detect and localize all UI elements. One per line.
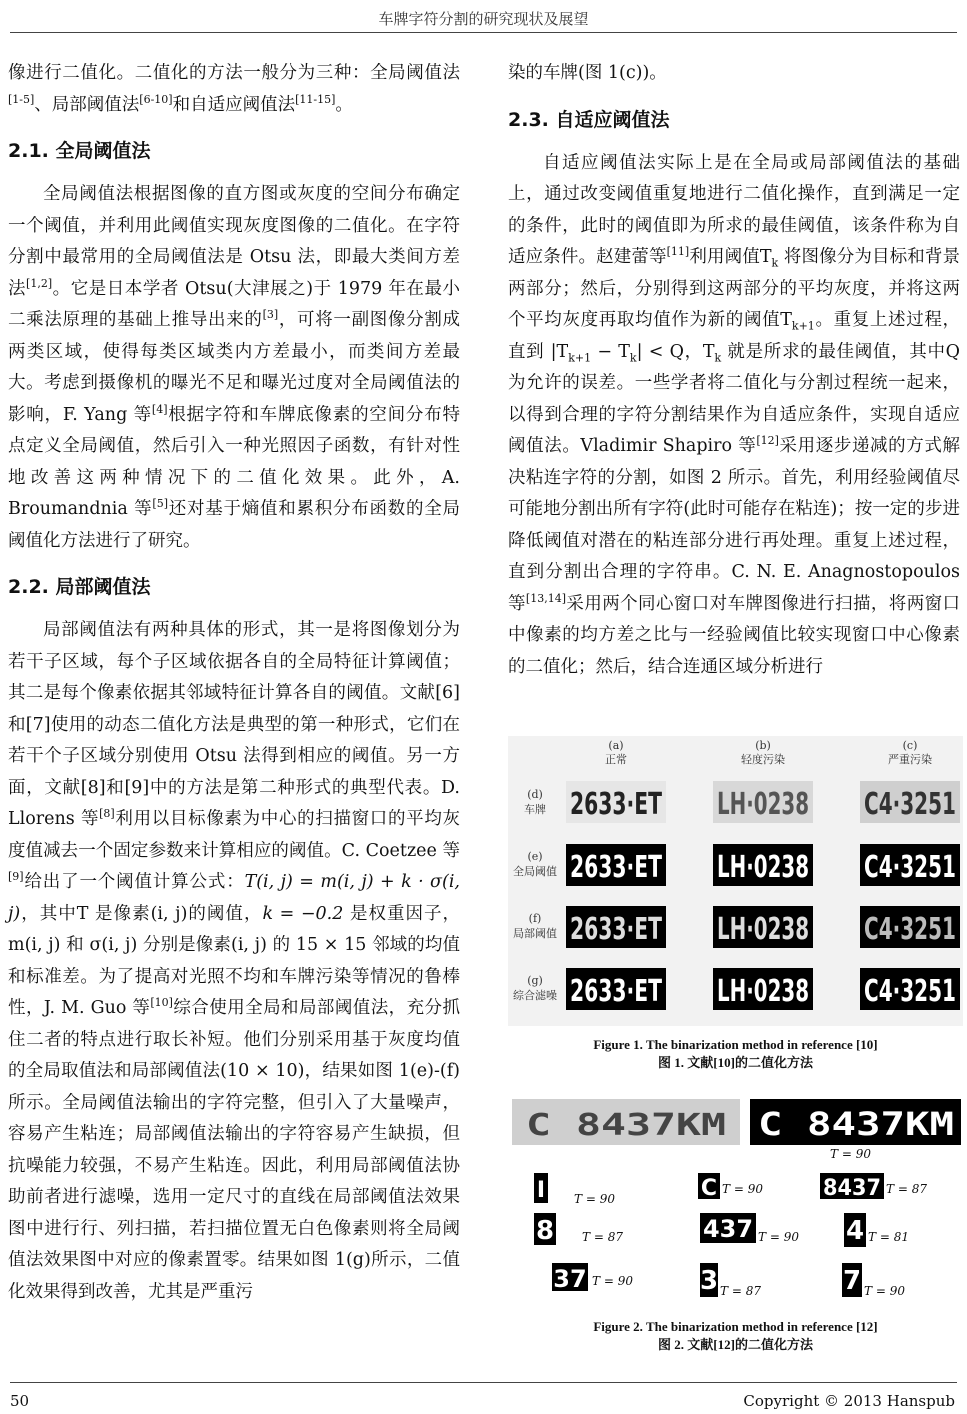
fig2-glyph-i: 7 [842, 1266, 862, 1296]
fig2-glyph-a: I [536, 1178, 546, 1203]
paragraph: 全局阈值法根据图像的直方图或灰度的空间分布确定一个阈值，并利用此阈值实现灰度图像的二值化。在字符分割中最常用的全局阈值法是 Otsu 法，即最大类间方差法[1,2]。它是日本学者 Otsu(大津展之)于 1979 年在最小二乘法原理的基础上推导出来的[3]，可将一副图像分割成两类区域，使得每类区域类内方差最小，而类间方差最大。考虑到摄像机的曝光不足和曝光过度对全局阈值法的影响，F. Yang 等[4]根据字符和车牌底像素的空间分布特点定义全局阈值，然后引入一种光照因子函数，有针对性地改善这两种情况下的二值化效果。此外，A. Broumandnia 等[5]还对基于熵值和累积分布函数的全局阈值化方法进行了研究。 [8, 184, 461, 551]
fig2-threshold-a: T = 90 [574, 1192, 615, 1206]
fig1-plate-light-original: LH·0238 [717, 787, 809, 822]
fig1-row-tag-e: (e) [527, 850, 543, 863]
fig1-col-tag-c: (c) [902, 739, 918, 752]
fig2-plate-binary: C 8437KM [758, 1105, 954, 1143]
figure-2 [508, 1095, 963, 1310]
fig1-col-tag-a: (a) [608, 739, 624, 752]
fig1-plate-heavy-local: C4·3251 [864, 912, 956, 947]
fig1-plate-heavy-combined: C4·3251 [864, 974, 956, 1009]
running-header: 车牌字符分割的研究现状及展望 [378, 10, 589, 28]
fig2-threshold-d: T = 87 [582, 1230, 623, 1244]
figure-2-caption-en: Figure 2. The binarization method in reference [12] [593, 1319, 878, 1334]
fig1-row-label-d: 车牌 [524, 803, 546, 816]
fig2-threshold-h: T = 87 [720, 1284, 761, 1298]
fig2-glyph-d: 8 [535, 1216, 555, 1246]
fig1-col-label-b: 轻度污染 [741, 753, 785, 766]
fig1-plate-light-local: LH·0238 [717, 912, 809, 947]
fig1-plate-normal-local: 2633·ET [570, 912, 663, 947]
left-column [8, 58, 460, 1308]
fig1-plate-heavy-global: C4·3251 [864, 850, 956, 885]
fig1-plate-light-combined: LH·0238 [717, 974, 809, 1009]
footer-rule [10, 1382, 957, 1383]
fig1-row-tag-g: (g) [527, 974, 543, 987]
fig2-plate-original: C 8437KM [526, 1108, 726, 1143]
fig1-col-tag-b: (b) [755, 739, 771, 752]
figure-2-caption-cn: 图 2. 文献[12]的二值化方法 [658, 1337, 813, 1352]
fig1-col-label-c: 严重污染 [888, 753, 932, 766]
fig2-glyph-b: C [700, 1176, 718, 1201]
paragraph: 染的车牌(图 1(c))。 [508, 63, 667, 83]
fig2-glyph-g: 37 [553, 1265, 587, 1293]
section-heading-2-3: 2.3. 自适应阈值法 [508, 108, 670, 131]
fig1-col-label-a: 正常 [605, 753, 627, 766]
fig2-glyph-e: 437 [703, 1215, 753, 1243]
fig1-row-label-e: 全局阈值 [513, 865, 557, 878]
paragraph: 自适应阈值法实际上是在全局或局部阈值法的基础上，通过改变阈值重复地进行二值化操作，直到满足一定的条件，此时的阈值即为所求的最佳阈值，该条件称为自适应条件。赵建蕾等[11]利用阈值$T_k$ 将图像分为目标和背景两部分；然后，分别得到这两部分的平均灰度，并将这两个平均灰度再取均值作为新的阈值$T_{k+1}$。重复上述过程，直到 $|T_{k+1} - T_k| < Q$，$T_k$ 就是所求的最佳阈值，其中Q 为允许的误差。一些学者将二值化与分割过程统一起来，以得到合理的字符分割结果作为自适应条件，实现自适应阈值法。Vladimir Shapiro 等[12]采用逐步递减的方式解决粘连字符的分割，如图 2 所示。首先，利用经验阈值尽可能地分割出所有字符(此时可能存在粘连)；按一定的步进降低阈值对潜在的粘连部分进行再处理。重复上述过程，直到分割出合理的字符串。C. N. E. Anagnostopoulos 等[13,14]采用两个同心窗口对车牌图像进行扫描，将两窗口中像素的均方差之比与一经验阈值比较实现窗口中心像素的二值化；然后，结合连通区域分析进行 [508, 152, 961, 677]
copyright: Copyright © 2013 Hanspub [743, 1392, 955, 1410]
section-heading-2-2: 2.2. 局部阈值法 [8, 576, 151, 598]
figure-1-caption-cn: 图 1. 文献[10]的二值化方法 [658, 1055, 813, 1070]
fig2-threshold-g: T = 90 [592, 1274, 633, 1288]
fig2-threshold-c: T = 87 [886, 1182, 927, 1196]
fig1-row-tag-f: (f) [528, 912, 542, 925]
fig1-plate-normal-original: 2633·ET [570, 787, 663, 822]
formula: T(i, j) = m(i, j) + k · σ(i, j) [8, 872, 460, 924]
fig1-plate-light-global: LH·0238 [717, 850, 809, 885]
fig2-threshold-e: T = 90 [758, 1230, 799, 1244]
fig2-threshold-top: T = 90 [830, 1147, 871, 1161]
section-heading-2-1: 2.1. 全局阈值法 [8, 140, 151, 162]
right-column [508, 58, 960, 683]
paragraph: 像进行二值化。二值化的方法一般分为三种：全局阈值法[1-5]、局部阈值法[6-10]和自适应阈值法[11-15]。 [8, 63, 460, 115]
header-rule [10, 32, 957, 33]
fig1-row-label-f: 局部阈值 [513, 927, 557, 940]
fig1-row-tag-d: (d) [527, 788, 543, 801]
fig1-plate-normal-combined: 2633·ET [570, 974, 663, 1009]
figure-1-caption-en: Figure 1. The binarization method in reference [10] [593, 1037, 878, 1052]
fig2-threshold-b: T = 90 [722, 1182, 763, 1196]
page-number: 50 [10, 1392, 30, 1410]
fig2-glyph-f: 4 [845, 1216, 865, 1246]
figure-1 [508, 736, 963, 1026]
paragraph: 局部阈值法有两种具体的形式，其一是将图像划分为若干子区域，每个子区域依据各自的全局特征计算阈值；其二是每个像素依据其邻域特征计算各自的阈值。文献[6]和[7]使用的动态二值化方法是典型的第一种形式，它们在若干个子区域分别使用 Otsu 法得到相应的阈值。另一方面，文献[8]和[9]中的方法是第二种形式的典型代表。D. Llorens 等[8]利用以目标像素为中心的扫描窗口的平均灰度值减去一个固定参数来计算相应的阈值。C. Coetzee 等[9]给出了一个阈值计算公式：T(i, j) = m(i, j) + k · σ(i, j)，其中T 是像素(i, j)的阈值，k = −0.2 是权重因子，m(i, j) 和 σ(i, j) 分别是像素(i, j) 的 15 × 15 邻域的均值和标准差。为了提高对光照不均和车牌污染等情况的鲁棒性，J. M. Guo 等[10]综合使用全局和局部阈值法，充分抓住二者的特点进行取长补短。他们分别采用基于灰度均值的全局取值法和局部阈值法(10 × 10)，结果如图 1(e)-(f)所示。全局阈值法输出的字符完整，但引入了大量噪声，容易产生粘连；局部阈值法输出的字符容易产生缺损，但抗噪能力较强，不易产生粘连。因此，利用局部阈值法协助前者进行滤噪，选用一定尺寸的直线在局部阈值法效果图中进行行、列扫描，若扫描位置无白色像素则将全局阈值法效果图中对应的像素置零。结果如图 1(g)所示，二值化效果得到改善，尤其是严重污 [8, 620, 461, 1302]
fig1-row-label-g: 综合滤噪 [513, 989, 557, 1002]
fig2-glyph-c: 8437 [823, 1176, 881, 1201]
fig2-threshold-f: T = 81 [868, 1230, 909, 1244]
fig1-plate-heavy-original: C4·3251 [864, 787, 956, 822]
fig1-plate-normal-global: 2633·ET [570, 850, 663, 885]
fig2-threshold-i: T = 90 [864, 1284, 905, 1298]
fig2-glyph-h: 3 [699, 1266, 719, 1296]
